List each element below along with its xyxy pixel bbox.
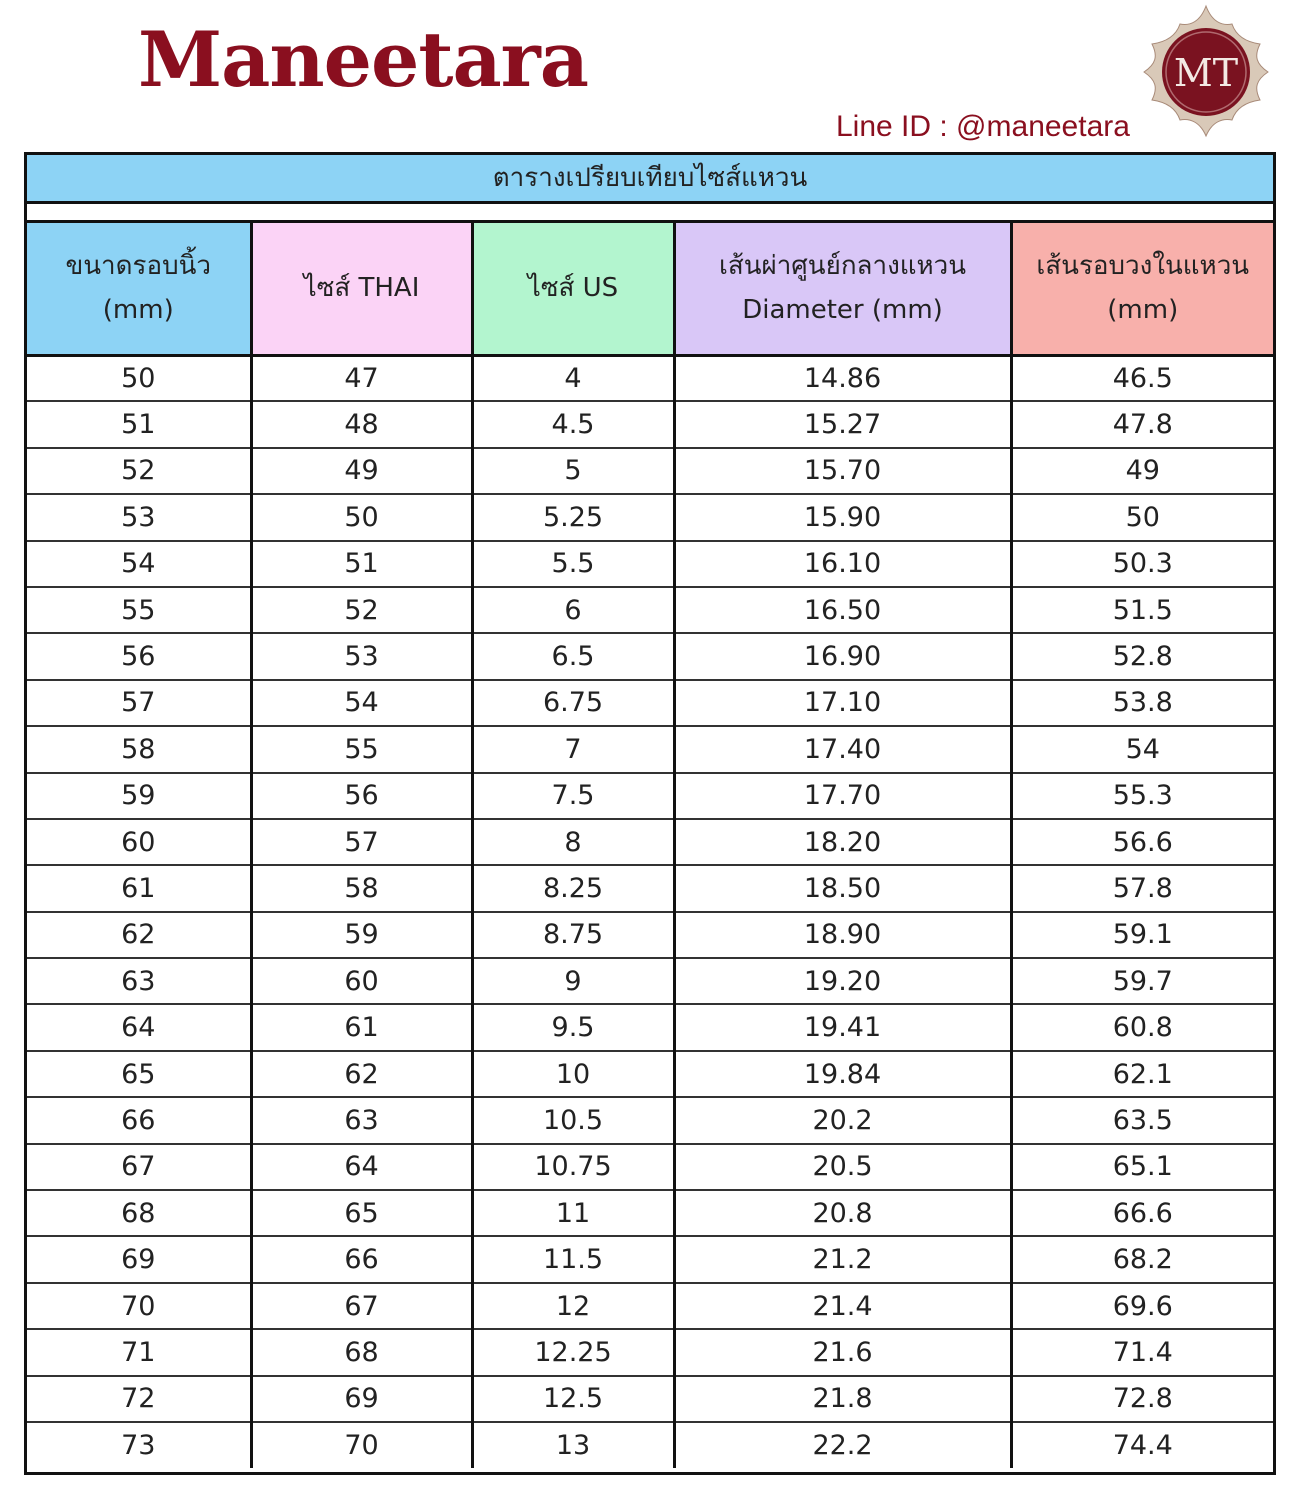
table-cell: 59 <box>27 773 251 819</box>
table-cell: 4 <box>472 355 674 401</box>
table-row <box>27 587 1273 633</box>
table-row <box>27 633 1273 679</box>
table-row <box>27 355 1273 401</box>
table-cell: 71 <box>27 1329 251 1375</box>
table-cell: 62 <box>251 1051 472 1097</box>
table-cell: 15.27 <box>674 401 1011 447</box>
table-cell: 56 <box>251 773 472 819</box>
table-row <box>27 958 1273 1004</box>
table-cell: 19.84 <box>674 1051 1011 1097</box>
table-cell: 18.90 <box>674 912 1011 958</box>
table-cell: 69 <box>27 1236 251 1282</box>
table-cell: 54 <box>27 541 251 587</box>
table-cell: 7.5 <box>472 773 674 819</box>
table-row <box>27 865 1273 911</box>
table-cell: 65.1 <box>1011 1144 1273 1190</box>
table-cell: 11.5 <box>472 1236 674 1282</box>
table-cell: 54 <box>251 680 472 726</box>
table-cell: 68.2 <box>1011 1236 1273 1282</box>
table-cell: 62 <box>27 912 251 958</box>
table-cell: 61 <box>27 865 251 911</box>
table-cell: 58 <box>251 865 472 911</box>
table-cell: 19.41 <box>674 1004 1011 1050</box>
table-cell: 52 <box>27 448 251 494</box>
table-cell: 51.5 <box>1011 587 1273 633</box>
table-cell: 59.1 <box>1011 912 1273 958</box>
table-cell: 69 <box>251 1376 472 1422</box>
table-row <box>27 1004 1273 1050</box>
table-cell: 8.25 <box>472 865 674 911</box>
table-row <box>27 1051 1273 1097</box>
logo-text: MT <box>1173 51 1239 95</box>
table-cell: 10.75 <box>472 1144 674 1190</box>
table-cell: 15.70 <box>674 448 1011 494</box>
table-cell: 10.5 <box>472 1097 674 1143</box>
table-cell: 5 <box>472 448 674 494</box>
table-row <box>27 912 1273 958</box>
table-cell: 21.4 <box>674 1283 1011 1329</box>
table-cell: 70 <box>27 1283 251 1329</box>
table-cell: 66 <box>251 1236 472 1282</box>
table-row <box>27 1422 1273 1468</box>
table-cell: 67 <box>251 1283 472 1329</box>
table-cell: 72 <box>27 1376 251 1422</box>
table-cell: 68 <box>251 1329 472 1375</box>
table-cell: 50 <box>27 355 251 401</box>
table-row <box>27 494 1273 540</box>
table-cell: 9 <box>472 958 674 1004</box>
table-cell: 17.10 <box>674 680 1011 726</box>
table-cell: 48 <box>251 401 472 447</box>
table-cell: 68 <box>27 1190 251 1236</box>
table-cell: 60.8 <box>1011 1004 1273 1050</box>
table-cell: 53.8 <box>1011 680 1273 726</box>
table-cell: 12 <box>472 1283 674 1329</box>
table-cell: 55 <box>27 587 251 633</box>
table-cell: 12.25 <box>472 1329 674 1375</box>
table-cell: 56.6 <box>1011 819 1273 865</box>
table-row <box>27 1097 1273 1143</box>
table-cell: 65 <box>251 1190 472 1236</box>
table-row <box>27 819 1273 865</box>
table-cell: 61 <box>251 1004 472 1050</box>
table-cell: 69.6 <box>1011 1283 1273 1329</box>
table-cell: 73 <box>27 1422 251 1468</box>
table-row <box>27 1144 1273 1190</box>
table-cell: 62.1 <box>1011 1051 1273 1097</box>
table-row <box>27 448 1273 494</box>
title-spacer <box>27 204 1273 223</box>
table-cell: 10 <box>472 1051 674 1097</box>
table-row <box>27 1376 1273 1422</box>
table-row <box>27 401 1273 447</box>
table-cell: 46.5 <box>1011 355 1273 401</box>
table-cell: 8.75 <box>472 912 674 958</box>
table-cell: 21.2 <box>674 1236 1011 1282</box>
table-cell: 49 <box>1011 448 1273 494</box>
table-cell: 16.10 <box>674 541 1011 587</box>
table-row <box>27 680 1273 726</box>
table-cell: 59 <box>251 912 472 958</box>
table-cell: 53 <box>27 494 251 540</box>
table-cell: 57 <box>27 680 251 726</box>
table-cell: 7 <box>472 726 674 772</box>
table-cell: 63.5 <box>1011 1097 1273 1143</box>
table-cell: 47 <box>251 355 472 401</box>
table-cell: 72.8 <box>1011 1376 1273 1422</box>
table-cell: 8 <box>472 819 674 865</box>
table-cell: 67 <box>27 1144 251 1190</box>
table-cell: 50.3 <box>1011 541 1273 587</box>
table-cell: 16.90 <box>674 633 1011 679</box>
table-cell: 4.5 <box>472 401 674 447</box>
table-cell: 60 <box>251 958 472 1004</box>
column-header-label: ขนาดรอบนิ้ว <box>65 251 211 282</box>
table-cell: 21.6 <box>674 1329 1011 1375</box>
brand-name: Maneetara <box>138 15 588 104</box>
table-cell: 64 <box>251 1144 472 1190</box>
table-cell: 18.50 <box>674 865 1011 911</box>
table-cell: 19.20 <box>674 958 1011 1004</box>
table-row <box>27 1329 1273 1375</box>
table-title: ตารางเปรียบเทียบไซส์แหวน <box>27 155 1273 204</box>
column-header-label: ไซส์ THAI <box>303 273 420 304</box>
header-row <box>27 223 1273 355</box>
table-cell: 5.25 <box>472 494 674 540</box>
table-cell: 47.8 <box>1011 401 1273 447</box>
table-cell: 14.86 <box>674 355 1011 401</box>
table-row <box>27 1190 1273 1236</box>
table-cell: 53 <box>251 633 472 679</box>
table-cell: 11 <box>472 1190 674 1236</box>
table-cell: 51 <box>251 541 472 587</box>
table-cell: 6.75 <box>472 680 674 726</box>
table-cell: 9.5 <box>472 1004 674 1050</box>
table-cell: 57.8 <box>1011 865 1273 911</box>
column-header-label: เส้นผ่าศูนย์กลางแหวน <box>718 251 967 282</box>
table-cell: 20.5 <box>674 1144 1011 1190</box>
ring-size-table <box>27 223 1273 1468</box>
column-header-label: เส้นรอบวงในแหวน <box>1036 251 1250 282</box>
table-cell: 63 <box>251 1097 472 1143</box>
table-cell: 17.70 <box>674 773 1011 819</box>
table-cell: 54 <box>1011 726 1273 772</box>
table-cell: 50 <box>1011 494 1273 540</box>
table-cell: 63 <box>27 958 251 1004</box>
column-header-1 <box>27 223 251 355</box>
column-header-sublabel: (mm) <box>1107 295 1179 326</box>
table-cell: 71.4 <box>1011 1329 1273 1375</box>
table-cell: 16.50 <box>674 587 1011 633</box>
table-row <box>27 541 1273 587</box>
table-cell: 58 <box>27 726 251 772</box>
table-cell: 49 <box>251 448 472 494</box>
table-cell: 60 <box>27 819 251 865</box>
table-cell: 57 <box>251 819 472 865</box>
table-cell: 65 <box>27 1051 251 1097</box>
table-row <box>27 726 1273 772</box>
table-cell: 51 <box>27 401 251 447</box>
table-cell: 74.4 <box>1112 1430 1173 1462</box>
column-header-4 <box>674 223 1011 355</box>
table-row <box>27 773 1273 819</box>
table-cell: 66.6 <box>1011 1190 1273 1236</box>
table-cell: 70 <box>251 1422 472 1468</box>
table-cell: 52 <box>251 587 472 633</box>
table-row <box>27 1283 1273 1329</box>
column-header-3 <box>472 223 674 355</box>
table-cell: 21.8 <box>674 1376 1011 1422</box>
column-header-2 <box>251 223 472 355</box>
table-cell: 5.5 <box>472 541 674 587</box>
table-cell: 6 <box>472 587 674 633</box>
column-header-5 <box>1011 223 1273 355</box>
column-header-sublabel: Diameter (mm) <box>742 295 943 326</box>
table-cell: 13 <box>472 1422 674 1468</box>
table-cell: 52.8 <box>1011 633 1273 679</box>
line-id: Line ID : @maneetara <box>836 110 1130 143</box>
size-chart <box>24 152 1276 1475</box>
column-header-sublabel: (mm) <box>102 295 174 326</box>
table-cell: 64 <box>27 1004 251 1050</box>
table-cell: 17.40 <box>674 726 1011 772</box>
table-cell: 50 <box>251 494 472 540</box>
table-cell: 15.90 <box>674 494 1011 540</box>
table-cell: 22.2 <box>674 1422 1011 1468</box>
table-cell: 59.7 <box>1011 958 1273 1004</box>
table-cell: 18.20 <box>674 819 1011 865</box>
table-cell: 12.5 <box>472 1376 674 1422</box>
table-cell: 55 <box>251 726 472 772</box>
table-cell: 6.5 <box>472 633 674 679</box>
table-cell: 56 <box>27 633 251 679</box>
table-cell: 20.2 <box>674 1097 1011 1143</box>
table-cell: 66 <box>27 1097 251 1143</box>
table-body <box>27 355 1273 1468</box>
table-row <box>27 1236 1273 1282</box>
mt-logo <box>1136 4 1276 138</box>
table-cell: 20.8 <box>674 1190 1011 1236</box>
column-header-label: ไซส์ US <box>527 273 619 304</box>
table-cell: 55.3 <box>1011 773 1273 819</box>
